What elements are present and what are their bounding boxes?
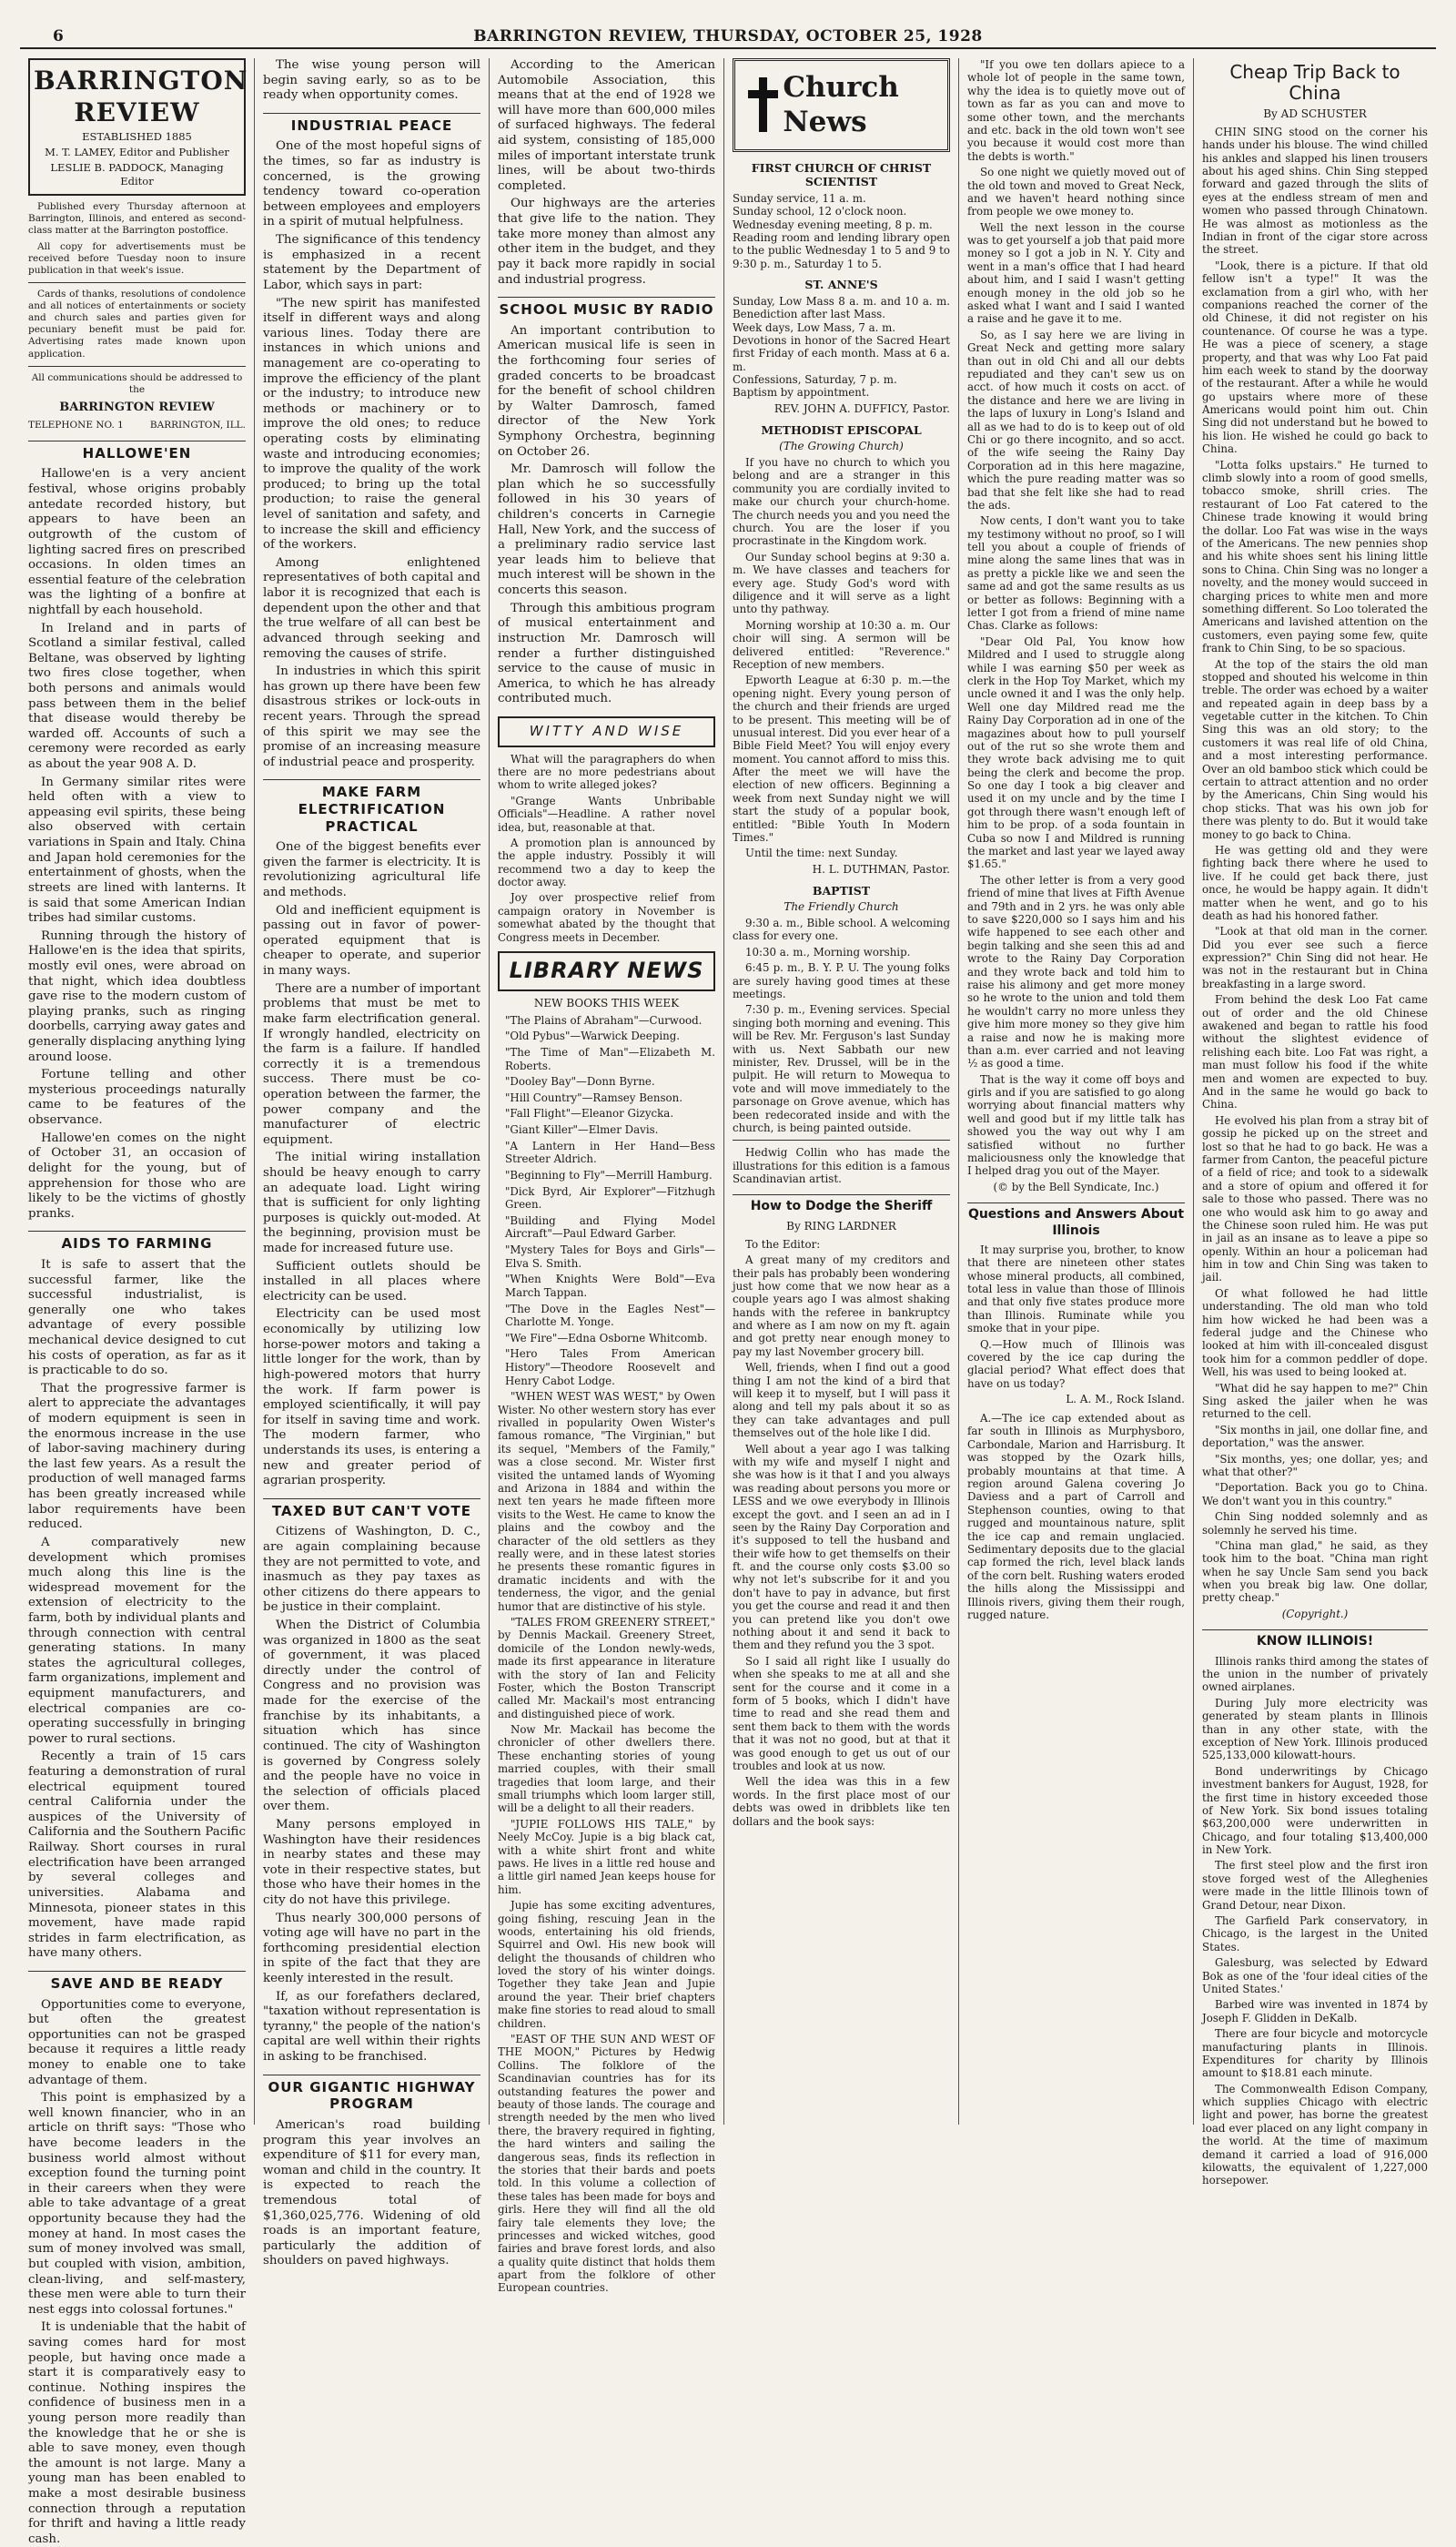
witty-banner — [498, 716, 715, 747]
radio-p1: An important contribution to American musical life is seen in the forthcoming four series of graded concerts to be broadcast for the benefit of school children by Walter Damrosch, famed director of the New York Symphony Orchestra, beginning on October 26. — [498, 323, 715, 459]
running-head — [20, 25, 1436, 49]
pastor-signature: H. L. DUTHMAN, Pastor. — [812, 862, 950, 876]
book-item: "Hero Tales From American History"—Theodore Roosevelt and Henry Cabot Lodge. — [505, 1347, 715, 1387]
book-item: "Building and Flying Model Aircraft"—Paul Edward Garber. — [505, 1213, 715, 1241]
church-subheading: The Friendly Church — [784, 900, 899, 914]
peace-title: INDUSTRIAL PEACE — [263, 113, 480, 135]
church-heading: ST. ANNE'S — [804, 278, 878, 292]
book-item: "Mystery Tales for Boys and Girls"—Elva S. Smith. — [505, 1243, 715, 1270]
cheap-trip-p10: "What did he say happen to me?" Chin Sing asked the jailer when he was returned to the cell. — [1202, 1381, 1428, 1421]
witty-title: WITTY AND WISE — [529, 722, 684, 739]
illinois-qa-title: Questions and Answers About Illinois — [967, 1202, 1185, 1239]
church-text: 10:30 a. m., Morning worship. — [745, 945, 911, 959]
pastor-signature: REV. JOHN A. DUFFICY, Pastor. — [774, 401, 950, 415]
library-title: LIBRARY NEWS — [509, 958, 704, 984]
cheap-trip-p13: "Deportation. Back you go to China. We don't want you in this country." — [1202, 1481, 1428, 1507]
halloween-p2: In Ireland and in parts of Scotland a similar festival, called Beltane, was observed by lighting two fires close together, when both persons and animals would pass between them in the belief that disease would thereby be warded off. Accounts of such a ceremony were recorded as early as about the year 908 A. D. — [28, 621, 246, 772]
cheap-trip-p12: "Six months, yes; one dollar, yes; and what that other?" — [1202, 1452, 1428, 1478]
church-text: Sunday service, 11 a. m. Sunday school, 12 o'clock noon. Wednesday evening meeting, 8 p. m. Reading room and lending library open to the public Wednesday 1 to 5 and 9 to 9:30 p. m., Saturday 1 to 5. — [733, 191, 950, 270]
illinois-qa-p2: Q.—How much of Illinois was covered by the ice cap during the glacial period? What effect does that have on us today? — [967, 1337, 1185, 1390]
save-p2: This point is emphasized by a well known financier, who in an article on thrift says: "Those who have become leaders in the business world almost without exception found the turning point in their careers when they were able to take advantage of a great opportunity because they had the money at hand. In most cases the sum of money involved was small, but coupled with vision, ambition, clean-living, and self-mastery, these men were able to turn their nest eggs into colossal fortunes." — [28, 2091, 246, 2317]
highway-p2: According to the American Automobile Association, this means that at the end of 1928 we will have more than 600,000 miles of surfaced highways. The federal aid system, consisting of 185,000 miles of important interstate trunk lines, will be about two-thirds completed. — [498, 58, 715, 193]
cheap-trip-p11: "Six months in jail, one dollar fine, and deportation," was the answer. — [1202, 1423, 1428, 1450]
library-p2: "TALES FROM GREENERY STREET," by Dennis Mackail. Greenery Street, domicile of the London newly-weds, made its first appearance in literature with the story of Ian and Felicity Foster, which the Boston Transcript called Mr. Mackail's most entrancing and distinguished piece of work. — [498, 1615, 715, 1720]
cheap-trip-p2: "Look, there is a picture. If that old fellow isn't a type!" It was the exclamation from a girl who, with her companions reached the corner of the old Chinese, it did not register on his countenance. Of course he was a type. He was a piece of scenery, a stage property, and that was why Loo Fat paid him each week to stand by the doorway of the restaurant. After a while he would go upstairs where more of these Americans would point him out. Chin Sing did not understand but he bowed to his lion. He wished he could go back to China. — [1202, 259, 1428, 456]
column-2 — [255, 58, 490, 2268]
taxed-p1: Citizens of Washington, D. C., are again complaining because they are not permitted to vote, and inasmuch as they pay taxes as other citizens do there appears to be justice in their complaint. — [263, 1525, 480, 1615]
aids-p4: Recently a train of 15 cars featuring a demonstration of rural electrical equipment toured central California under the auspices of the University of California and the Southern Pacific Railway. Short courses in rural electrification have been arranged by several colleges and universities. Alabama and Minnesota, pioneer states in this movement, have made rapid strides in farm electrification, as have many others. — [28, 1750, 246, 1961]
church-text: Until the time: next Sunday. — [745, 847, 898, 860]
know-illinois-p5: The Garfield Park conservatory, in Chicago, is the largest in the United States. — [1202, 1914, 1428, 1953]
sheriff-p8: So one night we quietly moved out of the old town and moved to Great Neck, and we haven't heard nothing since from people we owe money to. — [967, 166, 1185, 218]
church-text: Epworth League at 6:30 p. m.—the opening night. Every young person of the church and their friends are urged to be present. This meeting will be of unusual interest. Did you ever hear of a Bible Field Meet? You will enjoy every moment. You cannot afford to miss this. After the meet we will have the election of new officers. Beginning a week from next Sunday night we will start the study of a popular book, entitled: "Bible Youth In Modern Times." — [733, 674, 950, 845]
sheriff-p1: To the Editor: — [745, 1237, 821, 1251]
cheap-trip-p8: He evolved his plan from a stray bit of gossip he picked up on the street and lost so that he had to go back. He was a farmer from Canton, the peaceful picture of a field of rice; and took to a sidewalk and a store of opium and offered it for sale to those who passed. There was no one who would ask him to go away and the Chinese soon ruled him. He was put in jail as an insane as to leave a pipe so openly. Within an hour a policeman had him in tow and Chin Sing was taken to jail. — [1202, 1113, 1428, 1284]
save-p1: Opportunities come to everyone, but often the greatest opportunities can not be grasped because it requires a little ready money to enable one to take advantage of them. — [28, 1997, 246, 2087]
cheap-trip-copyright: (Copyright.) — [1281, 1607, 1349, 1620]
book-item: "Dick Byrd, Air Explorer"—Fitzhugh Green. — [505, 1184, 715, 1212]
witty-p4: Joy over prospective relief from campaign oratory in November is somewhat abated by the thought that Congress meets in December. — [498, 891, 715, 944]
library-p3: Now Mr. Mackail has become the chronicler of other dwellers there. These enchanting stories of young married couples, with their small tragedies that loom large, and their small triumphs which loom larger still, will be a delight to all their readers. — [498, 1723, 715, 1815]
church-subheading: (The Growing Church) — [779, 440, 904, 453]
running-title: BARRINGTON REVIEW, THURSDAY, OCTOBER 25, 1928 — [473, 27, 983, 46]
cheap-trip-p5: He was getting old and they were fighting back there where he used to live. If he could get back there, just once, he would be happy again. It didn't matter when he went, and go to his death as had his honored father. — [1202, 843, 1428, 922]
column-3 — [490, 58, 724, 2295]
illinois-qa-p4: A.—The ice cap extended about as far south in Illinois as Murphysboro, Carbondale, Marion and Harrisburg. It was stopped by the Ozark hills, probably mountains at that time. A region around Galena covering Jo Daviess and a part of Carroll and Stephenson counties, owing to that rugged and mountainous nature, split the ice cap and remain unglacied. Sedimentary deposits due to the glacial cap formed the rich, level black lands of the corn belt. Rushing waters eroded the hills along the Mississippi and Illinois rivers, giving them their rough, rugged nature. — [967, 1412, 1185, 1621]
halloween-p4: Running through the history of Hallowe'en is the idea that spirits, mostly evil ones, were abroad on that night, which idea doubtless gave rise to the modern custom of playing pranks, such as ringing doorbells, carrying away gates and generally displacing anything lying around loose. — [28, 928, 246, 1064]
book-item: "The Plains of Abraham"—Curwood. — [505, 1013, 703, 1027]
sheriff-p2: A great many of my creditors and their pals has probably been wondering just how come that we now hear as a couple years ago I was almost shaking hands with the referee in bankruptcy and where as I am now on my ft. again and got pretty near enough money to pay my last November grocery bill. — [733, 1253, 950, 1358]
column-4 — [724, 58, 959, 2125]
farm-p6: Electricity can be used most economically by utilizing low horse-power motors and taking a little longer for the work, than by high-powered motors that hurry the work. If farm power is employed scientifically, it will pay for itself in saving time and work. The modern farmer, who understands its uses, is entering a new and greater period of agrarian prosperity. — [263, 1307, 480, 1488]
library-subhead: NEW BOOKS THIS WEEK — [533, 996, 680, 1010]
radio-p2: Mr. Damrosch will follow the plan which he so successfully followed in his 30 years of children's concerts in Carnegie Hall, New York, and the success of a preliminary radio service last year leads him to believe that much interest will be shown in the concerts this season. — [498, 462, 715, 598]
column-6 — [1194, 58, 1436, 2187]
church-text: If you have no church to which you belong and are a stranger in this community you are cordially invited to make our church your church-home. The church needs you and you need the church. You are the loser if you procrastinate in the Kingdom work. — [733, 456, 950, 548]
sheriff-title: How to Dodge the Sheriff — [733, 1194, 950, 1214]
church-text: Our Sunday school begins at 9:30 a. m. We have classes and teachers for every age. Study God's word with diligence and it will serve as a light unto thy pathway. — [733, 550, 950, 616]
sheriff-p6: Well the idea was this in a few words. In the first place most of our debts was owed in dribblets like ten dollars and the book says: — [733, 1775, 950, 1828]
know-illinois-p7: Barbed wire was invented in 1874 by Joseph F. Glidden in DeKalb. — [1202, 1998, 1428, 2024]
book-item: "A Lantern in Her Hand—Bess Streeter Aldrich. — [505, 1139, 715, 1166]
cheap-trip-title: Cheap Trip Back to China — [1229, 61, 1400, 104]
halloween-p3: In Germany similar rites were held often with a view to appeasing evil spirits, these being also observed with certain variations in Spain and Italy. China and Japan hold ceremonies for the entertainment of ghosts, when the streets are lined with lanterns. It is said that some American Indian tribes had similar customs. — [28, 775, 246, 926]
cheap-trip-p15: "China man glad," he said, as they took him to the boat. "China man right when he say Uncle Sam send you back when you break big law. One dollar, pretty cheap." — [1202, 1538, 1428, 1605]
know-illinois-p3: Bond underwritings by Chicago investment bankers for August, 1928, for the first time in history exceeded those of New York. Six bond issues totaling $63,200,000 were underwritten in Chicago, and four totaling $13,400,000 in New York. — [1202, 1764, 1428, 1857]
aids-title: AIDS TO FARMING — [28, 1231, 246, 1253]
witty-p1: What will the paragraphers do when there are no more pedestrians about whom to write alleged jokes? — [498, 752, 715, 792]
church-text: 6:45 p. m., B. Y. P. U. The young folks are surely having good times at these meetings. — [733, 961, 950, 1001]
page-number: 6 — [53, 27, 64, 46]
know-illinois-p6: Galesburg, was selected by Edward Bok as one of the 'four ideal cities of the United States.' — [1202, 1956, 1428, 1995]
highway-title: OUR GIGANTIC HIGHWAY PROGRAM — [263, 2075, 480, 2113]
save-title: SAVE AND BE READY — [28, 1971, 246, 1993]
cheap-trip-byline: By AD SCHUSTER — [1263, 107, 1367, 120]
peace-p1: One of the most hopeful signs of the times, so far as industry is concerned, is the growing tendency toward co-operation between employees and employers in a spirit of mutual helpfulness. — [263, 139, 480, 229]
cheap-trip-p14: Chin Sing nodded solemnly and as solemnly he served his time. — [1202, 1510, 1428, 1537]
aids-p3: A comparatively new development which promises much along this line is the widespread movement for the extension of electricity to the farm, both by individual plants and through connection with central generating stations. In many states the agricultural colleges, farm organizations, implement and equipment manufacturers, and electrical companies are co-operating successfully in bringing power to rural sections. — [28, 1535, 246, 1746]
church-title: Church News — [783, 71, 899, 139]
sheriff-byline: By RING LARDNER — [786, 1219, 896, 1233]
church-heading: BAPTIST — [812, 883, 871, 898]
sheriff-p9: Well the next lesson in the course was to get yourself a job that paid more money so I got a job in N. Y. City and went in a man's office that I had heard about him, and I said I wasn't getting enough money in the old job so he asked what I want and I said I wanted a raise and he gave it to me. — [967, 220, 1185, 326]
church-banner — [733, 58, 950, 152]
telephone: TELEPHONE NO. 1 — [28, 419, 124, 431]
know-illinois-p9: The Commonwealth Edison Company, which supplies Chicago with electric light and power, has borne the greatest load ever placed on any light company in the world. At the time of maximum demand it carried a load of 916,000 kilowatts, the equivalent of 1,227,000 horsepower. — [1202, 2082, 1428, 2187]
book-list — [498, 1014, 715, 1388]
cards-note: Cards of thanks, resolutions of condolence and all notices of entertainments or society and church sales and parties given for pecuniary benefit must be paid for. Advertising rates made known upon application. — [28, 288, 246, 360]
peace-p4: Among enlightened representatives of both capital and labor it is recognized that each is dependent upon the other and that the true welfare of all can best be advanced through seeking and removing the causes of strife. — [263, 555, 480, 661]
address-note: All communications should be addressed to the — [31, 371, 243, 396]
cross-icon — [746, 77, 770, 132]
managing-editor: LESLIE B. PADDOCK, Managing Editor — [50, 161, 224, 188]
save-p4: The wise young person will begin saving early, so as to be ready when opportunity comes. — [263, 58, 480, 103]
taxed-p5: If, as our forefathers declared, "taxation without representation is tyranny," the people of the nation's capital are well within their rights in asking to be franchised. — [263, 1989, 480, 2065]
radio-title: SCHOOL MUSIC BY RADIO — [498, 297, 715, 319]
taxed-p2: When the District of Columbia was organized in 1800 as the seat of government, it was placed directly under the control of Congress and no provision was made for the exercise of the franchise by its inhabitants, a situation which has since continued. The city of Washington is governed by Congress solely and the people have no voice in the selection of officials placed over them. — [263, 1619, 480, 1814]
cheap-trip-p1: CHIN SING stood on the corner his hands under his blouse. The wind chilled his ankles and slapped his linen trousers about his aged shins. Chin Sing stepped forward and gazed through the slits of eyes at the endless stream of men and women who passed through Chinatown. He was almost as motionless as the Indian in front of the cigar store across the street. — [1202, 125, 1428, 257]
know-illinois-title: KNOW ILLINOIS! — [1202, 1629, 1428, 1649]
sheriff-copyright: (© by the Bell Syndicate, Inc.) — [993, 1180, 1159, 1193]
halloween-p6: Hallowe'en comes on the night of October 31, an occasion of delight for the young, but of apprehension for those who are likely to be the victims of ghostly pranks. — [28, 1131, 246, 1221]
farm-p4: The initial wiring installation should be heavy enough to carry an adequate load. Light wiring that is sufficient for only lighting purposes is quickly out-moded. At the beginning, provision must be made for increased future use. — [263, 1151, 480, 1256]
book-item: "Hill Country"—Ramsey Benson. — [505, 1091, 682, 1104]
church-heading: FIRST CHURCH OF CHRIST SCIENTIST — [751, 160, 932, 189]
farm-p1: One of the biggest benefits ever given the farmer is electricity. It is revolutionizing agricultural life and methods. — [263, 840, 480, 900]
know-illinois-p4: The first steel plow and the first iron stove forged west of the Alleghenies were made in the little Illinois town of Grand Detour, near Dixon. — [1202, 1859, 1428, 1912]
church-text: Sunday, Low Mass 8 a. m. and 10 a. m. Benediction after last Mass. Week days, Low Mass, 7 a. m. Devotions in honor of the Sacred Heart first Friday of each month. Mass at 6 a. m. Confessions, Saturday, 7 p. m. Baptism by appointment. — [733, 294, 950, 400]
witty-p2: "Grange Wants Unbribable Officials"—Headline. A rather novel idea, but, reasonable at that. — [498, 794, 715, 834]
cheap-trip-p4: At the top of the stairs the old man stopped and shouted his welcome in thin treble. The order was echoed by a waiter and repeated again in deep bass by a vegetable cutter in the kitchen. To Chin Sing this was an old story; to the customers it was real life of old China, and a most interesting performance. Over an old bamboo stick which could be certain to attract attention and no order by the Americans, Chin Sing would his chop sticks. That was his own job for there was plenty to do. But it would take money to go back to China. — [1202, 657, 1428, 841]
book-item: "We Fire"—Edna Osborne Whitcomb. — [505, 1331, 708, 1345]
peace-p2: The significance of this tendency is emphasized in a recent statement by the Department of Labor, which says in part: — [263, 233, 480, 292]
book-item: "Old Pybus"—Warwick Deeping. — [505, 1030, 680, 1043]
address-name: BARRINGTON REVIEW — [59, 400, 215, 414]
column-5 — [959, 58, 1194, 2125]
sheriff-p12: "Dear Old Pal, You know how Mildred and I used to struggle along while I was earning $50 per week as clerk in the Hop Toy Market, which my uncle owned it and I was the only help. Well one day Mildred read me the Rainy Day Corporation ad in one of the magazines about how to pull yourself out of the rut so she wrote them and they wrote back advising me to quit being the clerk and become the prop. So one day I took a big cleaver and used it on my uncle and by the time I got through there wasn't enough left of him to be prop. of a soda fountain in Cuba so now I and Mildred is running the market and last year we layed away $1.65." — [967, 634, 1185, 871]
radio-p3: Through this ambitious program of musical entertainment and instruction Mr. Damrosch will render a further distinguished service to the cause of music in America, to which he has already contributed much. — [498, 601, 715, 706]
book-item: "When Knights Were Bold"—Eva March Tappan. — [505, 1273, 715, 1299]
library-p4: "JUPIE FOLLOWS HIS TALE," by Neely McCoy. Jupie is a big black cat, with a white shirt front and white paws. He lives in a little red house and a little girl named Jean keeps house for him. — [498, 1817, 715, 1896]
book-item: "Fall Flight"—Eleanor Gizycka. — [505, 1107, 674, 1121]
farm-p2: Old and inefficient equipment is passing out in favor of power-operated equipment that is cheaper to operate, and superior in many ways. — [263, 903, 480, 979]
publisher: M. T. LAMEY, Editor and Publisher — [45, 146, 229, 159]
copy-note: All copy for advertisements must be received before Tuesday noon to insure publication in that week's issue. — [28, 240, 246, 276]
aids-p2: That the progressive farmer is alert to appreciate the advantages of modern equipment is seen in the enormous increase in the use of labor-saving machinery during the last few years. As a result the production of well managed farms has been greatly increased while labor requirements have been reduced. — [28, 1381, 246, 1532]
halloween-p5: Fortune telling and other mysterious proceedings naturally came to be features of the observance. — [28, 1068, 246, 1128]
sheriff-p14: That is the way it come off boys and girls and if you are satisfied to go along worrying about financial matters why well and good but if my little talk has showed you the way out why I am satisfied without no further maliciousness only the knowledge that I helped drag you out of the Mayer. — [967, 1072, 1185, 1178]
cheap-trip-p7: From behind the desk Loo Fat came out of order and the old Chinese awakened and began to rattle his food without the slightest evidence of relishing each bite. Loo Fat was right, a man must follow his food if the white men and women are expected to buy. And in the same he would go back to China. — [1202, 993, 1428, 1111]
farm-title: MAKE FARM ELECTRIFICATION PRACTICAL — [263, 779, 480, 835]
masthead — [28, 58, 246, 196]
taxed-title: TAXED BUT CAN'T VOTE — [263, 1498, 480, 1520]
halloween-title: HALLOWE'EN — [28, 441, 246, 462]
witty-p3: A promotion plan is announced by the apple industry. Possibly it will recommend two a day to keep the doctor away. — [498, 836, 715, 889]
church-text: Morning worship at 10:30 a. m. Our choir will sing. A sermon will be delivered entitled: "Reverence." Reception of new members. — [733, 618, 950, 671]
book-item: "The Time of Man"—Elizabeth M. Roberts. — [505, 1045, 715, 1072]
library-p1: "WHEN WEST WAS WEST," by Owen Wister. No other western story has ever rivalled in popularity Owen Wister's famous romance, "The Virginian," but its sequel, "Members of the Family," was a close second. Mr. Wister first visited the untamed lands of Wyoming and Arizona in 1884 and within the next ten years he made fifteen more visits to the West. He came to know the plains and the cowboy and the character of the old settlers as they really were, and in these latest stories he presents these romantic figures in dramatic incidents and with the tenderness, the vigor, and the genial humor that are distinctive of his style. — [498, 1390, 715, 1613]
know-illinois-p2: During July more electricity was generated by steam plants in Illinois than in any other state, with the exception of New York. Illinois produced 525,133,000 kilowatt-hours. — [1202, 1696, 1428, 1762]
sheriff-p11: Now cents, I don't want you to take my testimony without no proof, so I will tell you about a couple of friends of mine along the same lines that was in as pretty a pickle like we and seen the same ad and got the same results as us or better as follows: Beginning with a letter I got from a friend of mine name Chas. Clarke as follows: — [967, 514, 1185, 633]
know-illinois-p8: There are four bicycle and motorcycle manufacturing plants in Illinois. Expenditures for charity by Illinois amount to $18.81 each minute. — [1202, 2027, 1428, 2080]
know-illinois-p1: Illinois ranks third among the states of the union in the number of privately owned airplanes. — [1202, 1654, 1428, 1694]
illinois-qa-p1: It may surprise you, brother, to know that there are nineteen other states whose mineral products, all combined, total less in value than those of Illinois and that only five states produce more than Illinois. Ruminate while you smoke that in your pipe. — [967, 1243, 1185, 1335]
illinois-qa-sender: L. A. M., Rock Island. — [1066, 1393, 1185, 1406]
aids-p1: It is safe to assert that the successful farmer, like the successful industrialist, is generally one who takes advantage of every possible mechanical device designed to cut his costs of operation, as far as it is practicable to do so. — [28, 1257, 246, 1378]
farm-p3: There are a number of important problems that must be met to make farm electrification general. If wrongly handled, electricity on the farm is a failure. If handled correctly it is a tremendous success. There must be co-operation between the farmer, the power company and the manufacturer of electric equipment. — [263, 981, 480, 1147]
sheriff-p4: Well about a year ago I was talking with my wife and myself I night and she was how is it that I and you always was reading about persons you more or LESS and we owe everybody in Illinois except the govt. and I seen an ad in I seen by the Rainy Day Corporation and it's supposed to tell the husband and their wife how to get themselfs on their ft. and the course only costs $3.00 so why not let's subscribe for it and you don't have to pay in advance, but first you get the course and read it and then you can pretend like you don't owe nothing about it and send it back to them and they refund you the 3 spot. — [733, 1442, 950, 1652]
sheriff-p7: "If you owe ten dollars apiece to a whole lot of people in the same town, why the idea is to quietly move out of town as far as you can and move to some other town, and the merchants and etc. back in the old town won't see you because it would cost more than the debts is worth." — [967, 58, 1185, 163]
save-p3: It is undeniable that the habit of saving comes hard for most people, but having once made a start it is comparatively easy to continue. Nothing inspires the confidence of business men in a young person more readily than the knowledge that he or she is able to save money, even though the amount is not large. Many a young man has been enabled to make a most desirable business connection through a reputation for thrift and having a little ready cash. — [28, 2320, 246, 2546]
highway-p1: American's road building program this year involves an expenditure of $11 for every man, woman and child in the country. It is expected to reach the tremendous total of $1,360,025,776. Widening of old roads is an important feature, particularly the addition of shoulders on paved highways. — [263, 2117, 480, 2268]
sheriff-p13: The other letter is from a very good friend of mine that lives at Fifth Avenue and 79th and in 2 yrs. he was only able to save $220,000 so I says him and his wife happened to see each other and begin talking and she seen this ad and wrote to the Rainy Day Corporation and they wrote back and told him to raise his alimony and get more money so he wrote to the union and told them he wouldn't carry no more unless they give him more money so they give him a raise and now he is making more than a.m. ever carried and not leaving ½ as good a time. — [967, 873, 1185, 1071]
church-heading: METHODIST EPISCOPAL — [761, 422, 922, 437]
sheriff-p10: So, as I say here we are living in Great Neck and getting more salary than out in old Chi and all our debts repudiated and they can't sew us on acct. of how much it costs on acct. of the distance and here we are living in the laps of luxury in Long's Island and all as we had to do is to keep out of old Chi or go there incognito, and so acct. of the wife seeing the Rainy Day Corporation ad in this here magazine, which the pure reading matter was so bad that she felt like she had to read the ads. — [967, 328, 1185, 512]
cheap-trip-p9: Of what followed he had little understanding. The old man who told him how wicked he had been was a federal judge and the Chinese who looked at him with ill-concealed disgust took him for a common peddler of dope. Well, his was used to being looked at. — [1202, 1286, 1428, 1379]
church-text: 7:30 p. m., Evening services. Special singing both morning and evening. This will be Rev. Mr. Ferguson's last Sunday with us. Next Sabbath our new minister, Rev. Drussel, will be in the pulpit. He will return to Mowequa to vote and will move immediately to the parsonage on Grove avenue, which has been redecorated inside and with the church, is being painted outside. — [733, 1003, 950, 1134]
masthead-name: BARRINGTON REVIEW — [34, 66, 248, 127]
cheap-trip-p3: "Lotta folks upstairs." He turned to climb slowly into a room of good smells, tobacco smoke, shrill cries. The restaurant of Loo Fat catered to the Chinese trade knowing it would bring the dollar. Loo Fat was wise in the ways of the Americans. The new pennies shop and his white shoes sent his lining little sons to China. Chin Sing was no longer a novelty, and the money would succeed in charging prices to white men and more something different. So Loo tolerated the Americans and lavished attention on the customers, even paying some few, quite frank to Chin Sing, to be so spacious. — [1202, 458, 1428, 655]
column-1 — [20, 58, 255, 2546]
publication-note: Published every Thursday afternoon at Barrington, Illinois, and entered as second-class matter at the Barrington postoffice. — [28, 201, 246, 237]
cheap-trip-p6: "Look at that old man in the corner. Did you ever see such a fierce expression?" Chin Sing did not hear. He was not in the restaurant but in China breakfasting in a large sword. — [1202, 925, 1428, 990]
sheriff-p5: So I said all right like I usually do when she speaks to me at all and she sent for the course and it come in a form of 5 books, which I didn't have time to read and she read them and sent them back to them with the words that it was not no good, but at that it was good enough to get us out of our troubles and look at us now. — [733, 1654, 950, 1772]
library-p7: Hedwig Collin who has made the illustrations for this edition is a famous Scandinavian artist. — [733, 1146, 950, 1186]
church-text: 9:30 a. m., Bible school. A welcoming class for every one. — [733, 917, 950, 943]
book-item: "Dooley Bay"—Donn Byrne. — [505, 1075, 655, 1089]
peace-p3: "The new spirit has manifested itself in different ways and along various lines. Today there are instances in which unions and management are co-operating to improve the efficiency of the plant or the industry; to introduce new methods or machinery or to improve the old ones; to reduce operating costs by eliminating waste and introducing economies; to improve the quality of the work produced; to bring up the total production; to raise the general level of sanitation and safety, and to increase the skill and efficiency of the workers. — [263, 296, 480, 553]
halloween-p1: Hallowe'en is a very ancient festival, whose origins probably antedate recorded history, but appears to have been an outgrowth of the custom of lighting sacred fires on prescribed occasions. In olden times an essential feature of the celebration was the lighting of a bonfire at nightfall by each household. — [28, 467, 246, 617]
book-item: "Beginning to Fly"—Merrill Hamburg. — [505, 1168, 713, 1182]
library-p5: Jupie has some exciting adventures, going fishing, rescuing Jean in the woods, entertaining his old friends, Squirrel and Owl. His new book will delight the thousands of children who loved the story of his winter doings. Together they take Jean and Jupie around the year. Their brief chapters make fine stories to read aloud to small children. — [498, 1899, 715, 2030]
book-item: "Giant Killer"—Elmer Davis. — [505, 1123, 659, 1137]
taxed-p4: Thus nearly 300,000 persons of voting age will have no part in the forthcoming presidential election in spite of the fact that they are keenly interested in the result. — [263, 1911, 480, 1986]
library-p6: "EAST OF THE SUN AND WEST OF THE MOON," Pictures by Hedwig Collins. The folklore of the Scandinavian countries has for its outstanding features the power and beauty of those lands. The courage and strength needed by the men who lived there, the bravery required in fighting, the hard winters and sailing the dangerous seas, finds its reflection in the stories that their bards and poets told. In this volume a collection of these tales has been made for boys and girls. Here they will find all the old fairy tale elements they love; the princesses and wicked witches, good fairies and brave forest lords, and also a quality quite distinct that holds them apart from the folklore of other European countries. — [498, 2033, 715, 2295]
contact-line — [28, 420, 246, 431]
library-banner — [498, 951, 715, 991]
farm-p5: Sufficient outlets should be installed in all places where electricity can be used. — [263, 1259, 480, 1304]
highway-p3: Our highways are the arteries that give life to the nation. They take more money than almost any other item in the budget, and they pay it back more rapidly in social and industrial progress. — [498, 197, 715, 287]
taxed-p3: Many persons employed in Washington have their residences in nearby states and these may vote in their respective states, but those who have their homes in the city do not have this privilege. — [263, 1817, 480, 1907]
place: BARRINGTON, ILL. — [149, 419, 246, 431]
peace-p5: In industries in which this spirit has grown up there have been few disastrous strikes or lock-outs in recent years. Through the spread of this spirit we may see the promise of an increasing measure of industrial peace and prosperity. — [263, 665, 480, 769]
book-item: "The Dove in the Eagles Nest"—Charlotte M. Yonge. — [505, 1302, 715, 1329]
sheriff-p3: Well, friends, when I find out a good thing I am not the kind of a bird that will keep it to myself, but I will pass it along and tell my pals about it so as they can take advantages and pull themselves out of the hole like I did. — [733, 1361, 950, 1440]
established: ESTABLISHED 1885 — [82, 130, 192, 144]
